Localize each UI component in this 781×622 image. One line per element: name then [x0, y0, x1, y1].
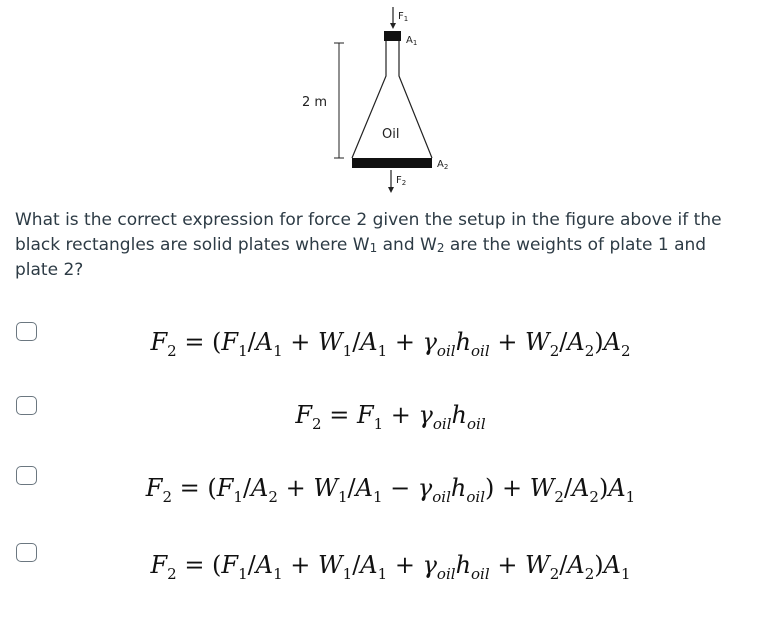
area-2-label: $A_2$ [437, 159, 449, 171]
flask-figure [0, 0, 781, 200]
force-1-label: $F_1$ [398, 11, 409, 23]
height-label: 2 m [302, 95, 328, 110]
plate-1 [384, 31, 401, 41]
fluid-label: Oil [382, 127, 400, 142]
option-4-equation: $F_2 = (F_1/A_1 + W_1/A_1 + \gamma_{oil}h_{oil} + W_2/A_2)A_1$ [150, 551, 631, 583]
area-1-label: $A_1$ [406, 35, 418, 47]
option-3-equation: $F_2 = (F_1/A_2 + W_1/A_1 - \gamma_{oil}h_{oil}) + W_2/A_2)A_1$ [145, 474, 636, 506]
option-1-equation: $F_2 = (F_1/A_1 + W_1/A_1 + \gamma_{oil}h_{oil} + W_2/A_2)A_2$ [150, 328, 631, 360]
force-2-arrowhead [388, 187, 394, 193]
force-1-arrowhead [390, 23, 396, 29]
force-2-label: $F_2$ [396, 175, 407, 187]
option-2-equation: $F_2 = F_1 + \gamma_{oil}h_{oil}$ [295, 401, 486, 433]
question-text: What is the correct expression for force 2 given the setup in the figure above if the black rectangles are solid plates where $W_1$ and $W_2$ are the weights of plate 1 and plate 2? [15, 210, 722, 280]
answer-option-3[interactable] [0, 466, 781, 506]
plate-2 [352, 158, 432, 168]
answer-option-4[interactable] [0, 543, 781, 583]
answer-option-1[interactable] [0, 322, 781, 360]
answer-option-2[interactable] [0, 396, 781, 433]
